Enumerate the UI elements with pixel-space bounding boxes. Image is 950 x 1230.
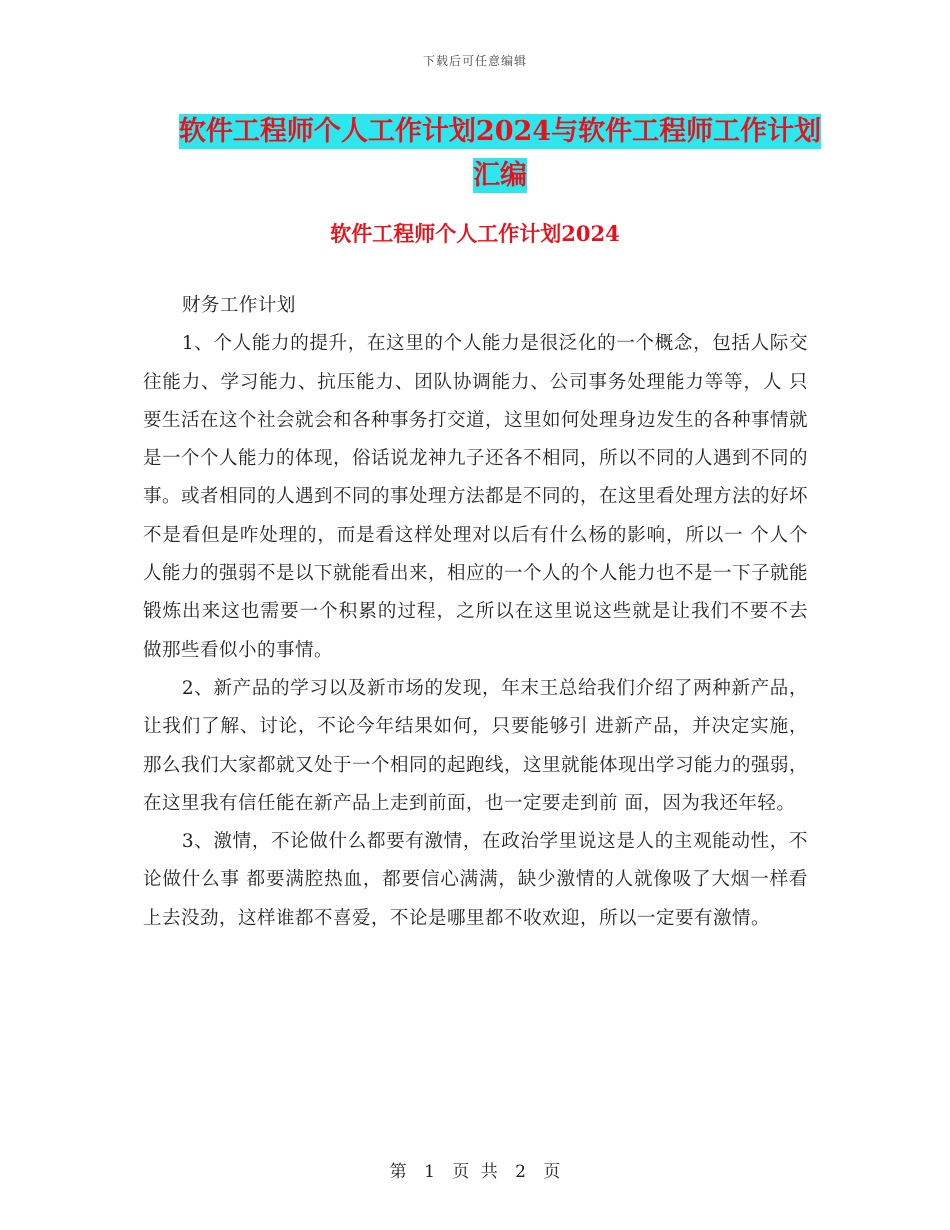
main-title-line2: 汇编 bbox=[473, 160, 527, 191]
footer-total-pages: 2 bbox=[515, 1162, 526, 1182]
header-note: 下载后可任意编辑 bbox=[422, 54, 527, 68]
footer-suffix: 页 bbox=[543, 1162, 561, 1182]
footer-middle: 页 共 bbox=[452, 1162, 498, 1182]
main-title bbox=[140, 110, 860, 198]
section-title: 软件工程师个人工作计划2024 bbox=[330, 221, 620, 246]
paragraph-heading: 财务工作计划 bbox=[181, 295, 296, 316]
paragraph-3: 3、激情，不论做什么都要有激情，在政治学里说这是人的主观能动性，不论做什么事 都要满腔热血，都要信心满满，缺少激情的人就像吸了大烟一样看上去没劲，这样谁都不喜爱，不论是哪里都不收欢迎，所以一定要有激情。 bbox=[143, 831, 808, 929]
paragraph-2: 2、新产品的学习以及新市场的发现，年末王总给我们介绍了两种新产品，让我们了解、讨论，不论今年结果如何，只要能够引 进新产品，并决定实施，那么我们大家都就又处于一个相同的起跑线，这里就能体现出学习能力的强弱，在这里我有信任能在新产品上走到前面，也一定要走到前 面，因为我还年轻。 bbox=[143, 677, 809, 814]
page-footer bbox=[0, 1157, 950, 1182]
paragraph-1: 1、个人能力的提升，在这里的个人能力是很泛化的一个概念，包括人际交往能力、学习能力、抗压能力、团队协调能力、公司事务处理能力等等，人 只要生活在这个社会就会和各种事务打交道，这里如何处理身边发生的各种事情就是一个个人能力的体现，俗话说龙神九子还各不相同，所以不同的人遇到不同的 事。或者相同的人遇到不同的事处理方法都是不同的，在这里看处理方法的好坏不是看但是咋处理的，而是看这样处理对以后有什么杨的影响，所以一 个人个人能力的强弱不是以下就能看出来，相应的一个人的个人能力也不是一下子就能锻炼出来这也需要一个积累的过程，之所以在这里说这些就是让我们不要不去 做那些看似小的事情。 bbox=[143, 333, 809, 661]
main-title-line1: 软件工程师个人工作计划2024与软件工程师工作计划 bbox=[178, 116, 822, 147]
footer-prefix: 第 bbox=[389, 1162, 407, 1182]
footer-current-page: 1 bbox=[424, 1162, 435, 1182]
body-text bbox=[143, 287, 808, 938]
